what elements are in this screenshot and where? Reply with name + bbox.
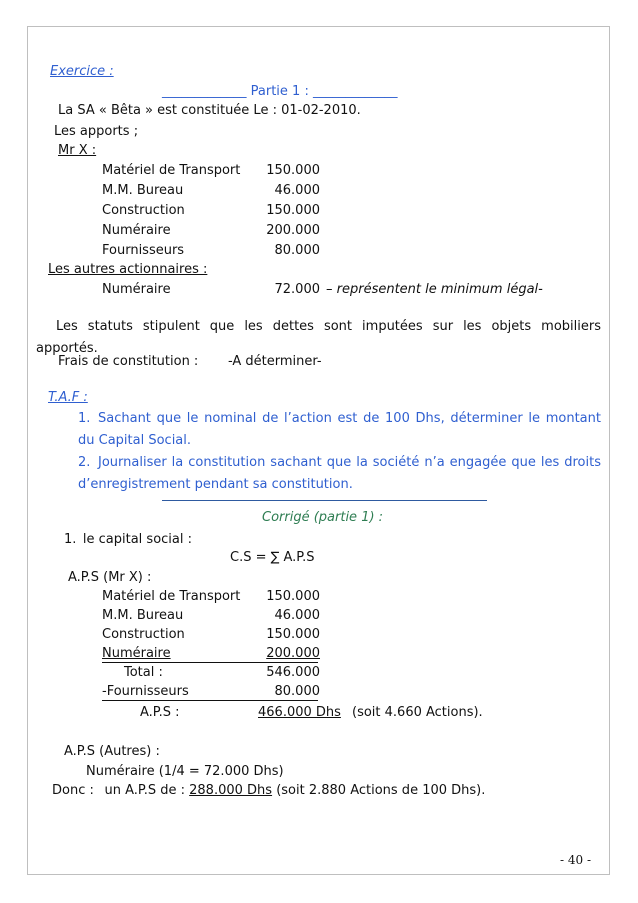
total-label: Total : [124, 665, 163, 680]
mrx-item-label: Fournisseurs [102, 243, 185, 258]
aps-value: 466.000 Dhs [258, 705, 341, 720]
mrx-item-value: 200.000 [266, 223, 320, 238]
aps-autres-detail: Numéraire (1/4 = 72.000 Dhs) [86, 764, 284, 779]
subtotal-underline [102, 662, 318, 663]
mrx-label: Mr X : [58, 143, 97, 158]
donc-line [52, 783, 485, 799]
autres-item-value: 72.000 [274, 282, 320, 297]
minus-value: 80.000 [274, 684, 320, 699]
exercise-title: Exercice : [50, 64, 114, 79]
autres-label: Les autres actionnaires : [48, 262, 208, 277]
intro-text: La SA « Bêta » est constituée Le : 01-02-2010. [58, 103, 361, 118]
statuts-paragraph: Les statuts stipulent que les dettes sont imputées sur les objets mobiliers apportés. [36, 319, 601, 356]
mrx-item-value: 150.000 [266, 203, 320, 218]
taf-item-number: 2. [78, 455, 91, 470]
page-number: - 40 - [560, 853, 592, 867]
calc-item-label: Matériel de Transport [102, 589, 241, 604]
mrx-item-label: M.M. Bureau [102, 183, 184, 198]
section-divider [162, 500, 487, 501]
mrx-item-value: 150.000 [266, 163, 320, 178]
donc-value: 288.000 Dhs [189, 783, 273, 798]
autres-item-label: Numéraire [102, 282, 171, 297]
formula: C.S = ∑ A.P.S [230, 550, 315, 565]
taf-item-text: Journaliser la constitution sachant que la société n’a engagée que les droits d’enregistrement pendant sa constitution. [78, 455, 601, 492]
aps-autres-label: A.P.S (Autres) : [64, 744, 160, 759]
apports-label: Les apports ; [54, 124, 139, 139]
calc-item-label: Numéraire [102, 646, 171, 661]
deduction-underline [102, 700, 318, 701]
q1-label: 1. le capital social : [64, 532, 193, 547]
taf-item-number: 1. [78, 411, 91, 426]
mrx-item-label: Numéraire [102, 223, 171, 238]
total-value: 546.000 [266, 665, 320, 680]
mrx-item-value: 80.000 [274, 243, 320, 258]
donc-suffix: (soit 2.880 Actions de 100 Dhs). [276, 783, 486, 798]
minus-label: -Fournisseurs [102, 684, 189, 699]
frais-value: -A déterminer- [228, 354, 322, 369]
calc-item-label: M.M. Bureau [102, 608, 184, 623]
donc-prefix: Donc : un A.P.S de : [52, 783, 185, 798]
calc-item-value: 46.000 [274, 608, 320, 623]
calc-item-value: 150.000 [266, 589, 320, 604]
mrx-item-value: 46.000 [274, 183, 320, 198]
calc-item-value: 150.000 [266, 627, 320, 642]
mrx-item-label: Construction [102, 203, 185, 218]
calc-item-value: 200.000 [266, 646, 320, 661]
autres-item-note: – représentent le minimum légal- [326, 282, 543, 297]
part1-title: _____________ Partie 1 : _____________ [162, 84, 398, 99]
corrige-title: Corrigé (partie 1) : [262, 510, 384, 525]
frais-label: Frais de constitution : [58, 354, 199, 369]
aps-mrx-label: A.P.S (Mr X) : [68, 570, 152, 585]
mrx-item-label: Matériel de Transport [102, 163, 241, 178]
taf-item-text: Sachant que le nominal de l’action est de 100 Dhs, déterminer le montant du Capital Social. [78, 411, 601, 448]
aps-label: A.P.S : [140, 705, 180, 720]
calc-item-label: Construction [102, 627, 185, 642]
taf-label: T.A.F : [48, 390, 88, 405]
aps-note: (soit 4.660 Actions). [352, 705, 483, 720]
